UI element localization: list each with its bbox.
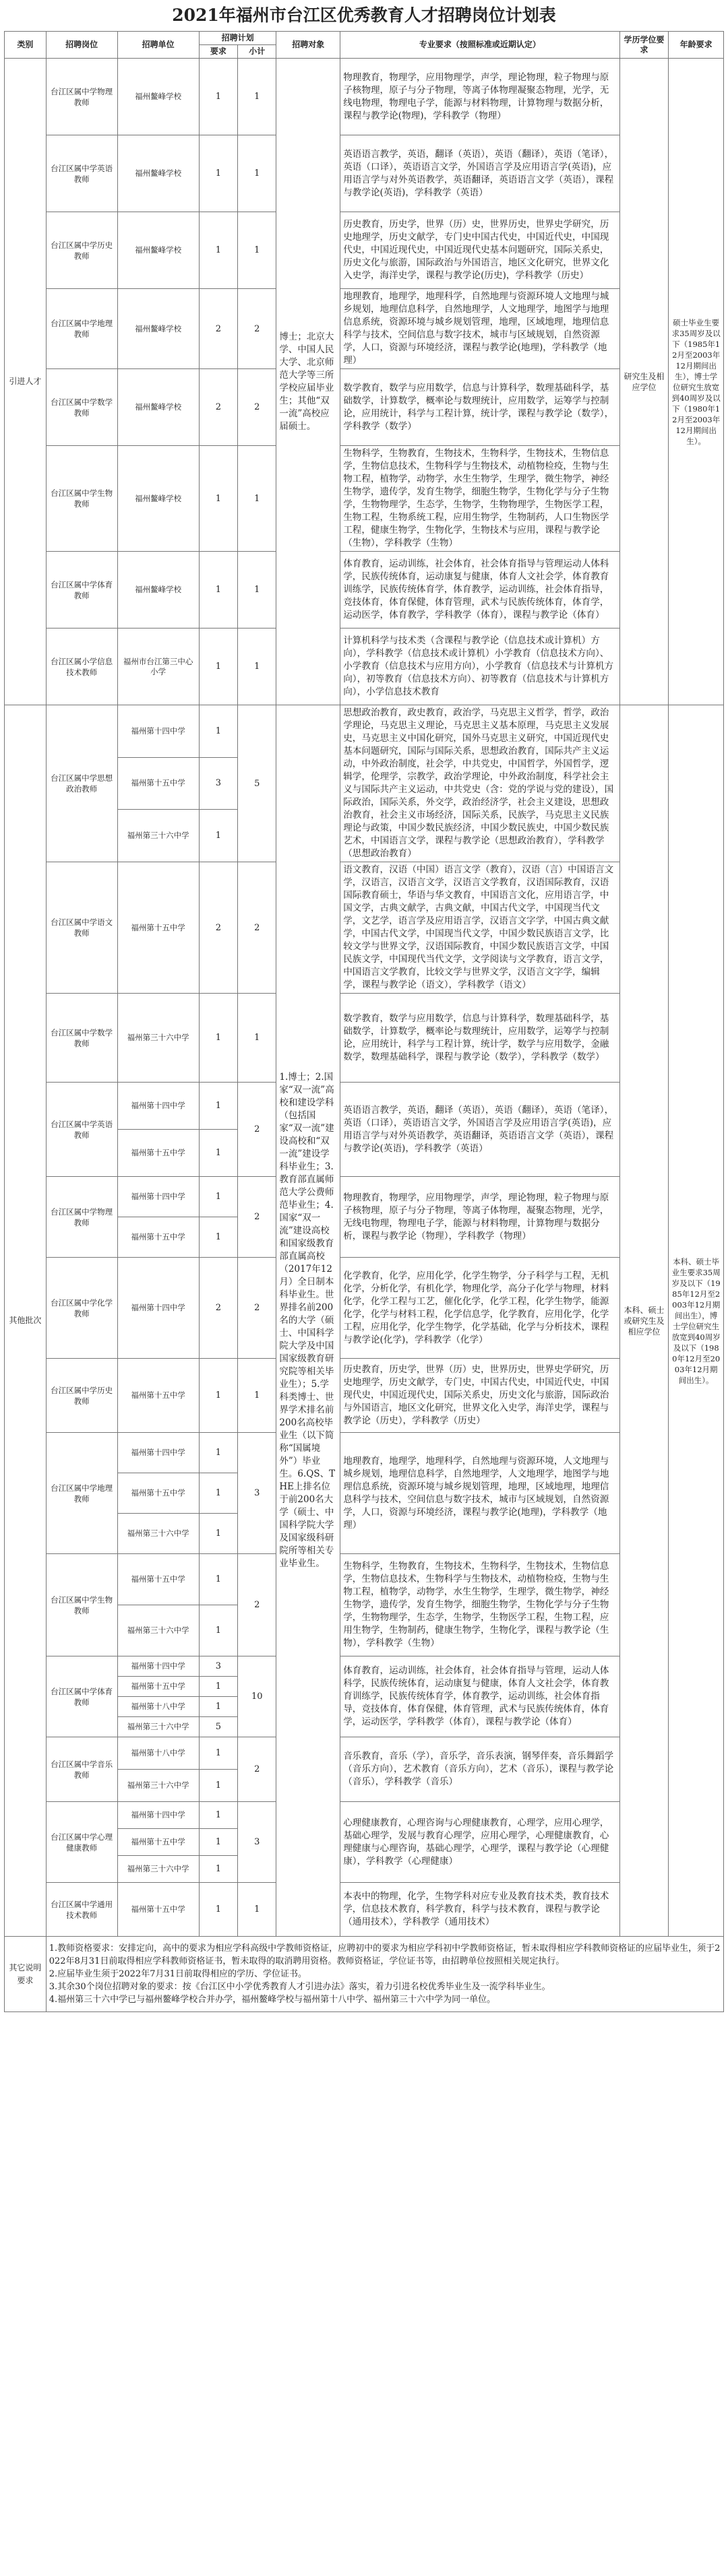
major-cell: 生物科学，生物教育，生物技术，生物科学，生物技术，生物信息学，生物信息技术，生物科学与生物技术，动植物检疫，生物与生物工程，植物学，动物学，水生生物学，生理学，微生物学，神经生物学，遗传学，发育生物学，细胞生物学，生物化学与分子生物学，生物物理学，生态学，生物学，生物医学工程，生物工程，应用生物学，生物制药，健康生物学，生物化学，课程与教学论（生物），学科教学（生物） [340,1554,619,1656]
subtotal-cell: 1 [238,59,276,135]
subtotal-cell: 1 [238,1883,276,1937]
need-cell: 2 [199,1258,237,1359]
subtotal-cell: 3 [238,1802,276,1883]
unit-cell: 福州第十四中学 [117,1083,199,1130]
header-row [5,32,724,45]
post-cell: 台江区属中学心理健康教师 [46,1802,117,1883]
header-target: 招聘对象 [276,32,340,59]
need-cell: 1 [199,705,237,758]
header-age: 年龄要求 [669,32,724,59]
subtotal-cell: 1 [238,552,276,629]
category-cell: 引进人才 [5,59,47,705]
recruitment-plan-table [4,31,724,2012]
table-row [5,629,724,705]
subtotal-cell: 2 [238,1083,276,1177]
post-cell: 台江区属中学通用技术教师 [46,1883,117,1937]
unit-cell: 福州第十五中学 [117,862,199,994]
major-cell: 英语语言教学，英语，翻译（英语），英语（翻译），英语（笔译），英语（口译），英语语言文学，外国语言学及应用语言学(英语)，应用语言学与对外英语教学，英语翻译，英语语言文学（英语），课程与教学论(英语)，学科教学（英语） [340,1083,619,1177]
note-line: 4.福州第三十六中学已与福州鳌峰学校合并办学，福州鳌峰学校与福州第十八中学、福州第三十六中学为同一单位。 [49,1995,496,2005]
need-cell: 1 [199,1883,237,1937]
header-subtotal: 小计 [238,45,276,59]
need-cell: 1 [199,1770,237,1802]
need-cell: 1 [199,1473,237,1514]
table-row [5,135,724,212]
need-cell: 1 [199,1677,237,1697]
need-cell: 1 [199,1802,237,1829]
subtotal-cell: 2 [238,1737,276,1802]
subtotal-cell: 1 [238,1359,276,1433]
table-row [5,1802,724,1829]
need-cell: 1 [199,810,237,862]
major-cell: 化学教育，化学，应用化学，化学生物学，分子科学与工程，无机化学，分析化学，有机化学，物理化学，高分子化学与物理，材料化学，化学工程与工艺，催化化学，化学工程，化学生物学，能源化学，化学与材料工程，化学信息学，化学教育，应用化学，化学工程，应用化学，化学生物学，化学基础，化学与分析技术，课程与教学论(化学)，学科教学（化学） [340,1258,619,1359]
need-cell: 1 [199,552,237,629]
need-cell: 1 [199,446,237,552]
need-cell: 1 [199,212,237,289]
major-cell: 心理健康教育，心理咨询与心理健康教育，心理学，应用心理学，基础心理学，发展与教育心理学，应用心理学，心理健康教育，心理健康与心理咨询，基础心理学，心理学，课程与教学论（心理健康），学科教学（心理健康） [340,1802,619,1883]
major-cell: 历史教育，历史学，世界（历）史，世界历史，世界史学研究，历史地理学，历史文献学，专门史中国古代史，中国近代史，中国现代史，中国近现代史，中国近现代史基本问题研究，国际关系史，历史文化与旅游，国际政治与外国语言，地区文化研究，世界文化入史学，海洋史学，课程与教学论(历史)，学科教学（历史） [340,212,619,289]
unit-cell: 福州鳌峰学校 [117,446,199,552]
need-cell: 2 [199,369,237,446]
need-cell: 1 [199,1856,237,1883]
notes-content [46,1937,723,2012]
unit-cell: 福州第十四中学 [117,1177,199,1217]
page-title: 2021年福州市台江区优秀教育人才招聘岗位计划表 [172,5,556,25]
need-cell: 1 [199,1514,237,1554]
unit-cell: 福州第十八中学 [117,1737,199,1770]
edu-cell: 本科、硕士或研究生及相应学位 [619,705,669,1937]
table-row [5,212,724,289]
unit-cell: 福州第十四中学 [117,1802,199,1829]
subtotal-cell: 1 [238,629,276,705]
table-row [5,1883,724,1937]
major-cell: 思想政治教育，政史教育，政治学，马克思主义哲学，哲学，政治学理论，马克思主义理论，马克思主义基本原理，马克思主义发展史，马克思主义中国化研究，国外马克思主义研究，中国近现代史基本问题研究，国际与国际关系，思想政治教育，国际共产主义运动，中外政治制度，社会学，中共党史，中国哲学，外国哲学，逻辑学，伦理学，宗教学，政治学理论，中外政治制度，科学社会主义与国际共产主义运动，中共党史（含：党的学说与党的建设），国际政治，国际关系，外交学，政治经济学，社会主义建设，思想政治教育，社会主义市场经济，国际关系，民族学，马克思主义民族理论与政策，中国少数民族经济，中国少数民族史，中国少数民族艺术，中国语言文学，课程与教学论（思想政治教育），学科教学（思想政治教育） [340,705,619,862]
age-cell: 硕士毕业生要求35周岁及以下（1985年12月至2003年12月期间出生），博士学位研究生放宽到40周岁及以下（1980年12月至2003年12月期间出生）。 [669,59,724,705]
note-line: 2.应届毕业生须于2022年7月31日前取得相应的学历、学位证书。 [49,1969,307,1979]
post-cell: 台江区属中学语文教师 [46,862,117,994]
note-line: 1.教师资格要求：安排定向，高中的要求为相应学科高级中学教师资格证，应聘初中的要求为相应学科初中学教师资格证，暂未取得相应学科教师资格证的应届毕业生，须于2022年8月31日前取得相应学科教师资格证书，暂未取得的取消聘用资格。教师资格证，学位证书等，由招聘单位按照相关规定执行。 [49,1943,721,1966]
unit-cell: 福州鳌峰学校 [117,212,199,289]
subtotal-cell: 10 [238,1656,276,1737]
header-edu: 学历学位要求 [619,32,669,59]
header-major: 专业要求（按照标准或近期认定） [340,32,619,59]
unit-cell: 福州第十五中学 [117,1829,199,1856]
subtotal-cell: 2 [238,1554,276,1656]
major-cell: 地理教育，地理学，地理科学，自然地理与资源环境人文地理与城乡规划，地理信息科学，自然地理学，人文地理学，地图学与地理信息系统，资源环境与城乡规划管理，地理，区域地理，地理信息科学与技术，空间信息与数字技术，城市与区域规划，自然资源学，人口，资源与环境经济，课程与教学论(地理)，学科教学（地理） [340,289,619,369]
unit-cell: 福州第三十六中学 [117,1605,199,1656]
subtotal-cell: 5 [238,705,276,862]
subtotal-cell: 1 [238,212,276,289]
unit-cell: 福州第三十六中学 [117,810,199,862]
major-cell: 体育教育，运动训练，社会体育，社会体育指导与管理运动人体科学，民族传统体育，运动康复与健康，体育人文社会学，体育教育训练学，民族传统体育学，体育教学，运动训练，社会体育指导，竞技体育，体育保健，体育管理，武术与民族传统体育，体育学，运动医学，体育教学，学科教学（体育），课程与教学论（体育） [340,552,619,629]
major-cell: 物理教育，物理学，应用物理学，声学，理论物理，粒子物理与原子核物理，原子与分子物理，等离子体物理，凝聚态物理，光学，无线电物理，物理电子学，能源与材料物理，计算物理与数据分析，课程与教学论（物理），学科教学（物理） [340,1177,619,1258]
age-cell: 本科、硕士毕业生要求35周岁及以下（1985年12月至2003年12月期间出生），博士学位研究生放宽到40周岁及以下（1980年12月至2003年12月期间出生）。 [669,705,724,1937]
unit-cell: 福州第十四中学 [117,705,199,758]
table-row [5,1177,724,1217]
post-cell: 台江区属中学英语教师 [46,135,117,212]
notes-row [5,1937,724,2012]
table-row [5,862,724,994]
need-cell: 1 [199,1217,237,1258]
unit-cell: 福州第十五中学 [117,1554,199,1605]
need-cell: 1 [199,59,237,135]
header-post: 招聘岗位 [46,32,117,59]
major-cell: 体育教育，运动训练，社会体育，社会体育指导与管理，运动人体科学，民族传统体育，运动康复与健康，体育人文社会学，体育教育训练学，民族传统体育学，体育教学，运动训练，社会体育指导，竞技体育，体育保健，体育管理，武术与民族传统体育，体育学，运动医学，学科教学（体育），课程与教学论（体育） [340,1656,619,1737]
header-unit: 招聘单位 [117,32,199,59]
target-cell: 博士；北京大学、中国人民大学、北京师范大学等三所学校应届毕业生；其他“双一流”高校应届硕士。 [276,59,340,705]
subtotal-cell: 2 [238,1258,276,1359]
major-cell: 物理教育，物理学，应用物理学，声学，理论物理，粒子物理与原子核物理，原子与分子物理，等离子体物理凝聚态物理，光学，无线电物理，物理电子学，能源与材料物理，计算物理与数据分析，课程与教学论(物理)，学科教学（物理） [340,59,619,135]
need-cell: 2 [199,862,237,994]
table-row [5,1737,724,1770]
category-cell: 其他批次 [5,705,47,1937]
subtotal-cell: 3 [238,1433,276,1554]
need-cell: 1 [199,135,237,212]
post-cell: 台江区属中学物理教师 [46,1177,117,1258]
need-cell: 1 [199,1829,237,1856]
major-cell: 本表中的物理，化学，生物学科对应专业及教育技术类，教育技术学，信息技术教育，科学教育，科学与技术教育，课程与教学论（通用技术），学科教学（通用技术） [340,1883,619,1937]
subtotal-cell: 1 [238,135,276,212]
major-cell: 数学教育，数学与应用数学，信息与计算科学，数理基础科学，基础数学，计算数学，概率论与数理统计，应用数学，运筹学与控制论，应用统计，科学与工程计算，统计学，课程与教学论（数学），学科教学（数学） [340,369,619,446]
header-plan: 招聘计划 [199,32,276,45]
post-cell: 台江区属中学地理教师 [46,289,117,369]
need-cell: 1 [199,1433,237,1473]
subtotal-cell: 1 [238,994,276,1083]
post-cell: 台江区属中学音乐教师 [46,1737,117,1802]
unit-cell: 福州鳌峰学校 [117,135,199,212]
major-cell: 英语语言教学，英语，翻译（英语），英语（翻译），英语（笔译），英语（口译），英语语言文学，外国语言学及应用语言学(英语)，应用语言学与对外英语教学，英语翻译，英语语言文学（英语），课程与教学论(英语)，学科教学（英语） [340,135,619,212]
table-row [5,289,724,369]
unit-cell: 福州第三十六中学 [117,1717,199,1737]
need-cell: 3 [199,757,237,810]
post-cell: 台江区属中学体育教师 [46,552,117,629]
need-cell: 5 [199,1717,237,1737]
table-row [5,1359,724,1433]
need-cell: 1 [199,994,237,1083]
table-row [5,369,724,446]
need-cell: 1 [199,1605,237,1656]
table-row [5,1258,724,1359]
table-row [5,1656,724,1677]
header-category: 类别 [5,32,47,59]
post-cell: 台江区属中学地理教师 [46,1433,117,1554]
subtotal-cell: 2 [238,862,276,994]
target-cell: 1.博士；2.国家“双一流”高校和建设学科（包括国家“双一流”建设高校和“双一流”建设学科毕业生；3.教育部直属师范大学公费师范毕业生；4.国家“双一流”建设高校和国家级教育部直属高校（2017年12月）全日制本科毕业生。世界排名前200名的大学（硕士、中国科学院大学及中国国家级教育研究院等相关毕业生）；5.学科类博士、世界学术排名前200名高校毕业生（以下简称“国属境外”）毕业生。6.QS、THE上排名位于前200名大学（硕士、中国科学院大学及国家级科研院所等相关专业毕业生。 [276,705,340,1937]
unit-cell: 福州第三十六中学 [117,994,199,1083]
unit-cell: 福州第十五中学 [117,1130,199,1177]
table-row [5,59,724,135]
need-cell: 1 [199,1554,237,1605]
need-cell: 1 [199,1737,237,1770]
unit-cell: 福州第十五中学 [117,1217,199,1258]
header-need: 要求 [199,45,237,59]
unit-cell: 福州鳌峰学校 [117,369,199,446]
need-cell: 1 [199,1083,237,1130]
unit-cell: 福州第十五中学 [117,1883,199,1937]
table-row [5,1433,724,1473]
table-row [5,1083,724,1130]
need-cell: 1 [199,1177,237,1217]
unit-cell: 福州鳌峰学校 [117,289,199,369]
unit-cell: 福州第三十六中学 [117,1514,199,1554]
notes-label: 其它说明要求 [5,1937,47,2012]
major-cell: 音乐教育，音乐（学），音乐学，音乐表演，钢琴伴奏，音乐舞蹈学（音乐方向），艺术教育（音乐方向），艺术（音乐），课程与教学论（音乐），学科教学（音乐） [340,1737,619,1802]
table-row [5,552,724,629]
subtotal-cell: 2 [238,1177,276,1258]
note-line: 3.其余30个岗位招聘对象的要求：按《台江区中小学优秀教育人才引进办法》落实，着力引进名校优秀毕业生及一流学科毕业生。 [49,1982,551,1992]
post-cell: 台江区属中学生物教师 [46,446,117,552]
edu-cell: 研究生及相应学位 [619,59,669,705]
post-cell: 台江区属中学思想政治教师 [46,705,117,862]
need-cell: 1 [199,1697,237,1717]
need-cell: 2 [199,289,237,369]
table-row [5,994,724,1083]
post-cell: 台江区属中学化学教师 [46,1258,117,1359]
need-cell: 1 [199,1359,237,1433]
table-row [5,705,724,758]
unit-cell: 福州第十五中学 [117,1359,199,1433]
subtotal-cell: 1 [238,446,276,552]
major-cell: 计算机科学与技术类（含课程与教学论（信息技术或计算机）方向），学科教学（信息技术或计算机）小学教育（信息技术方向）、小学教育（信息技术与应用方向），小学教育（信息技术与计算机方向），初等教育（信息技术方向）、初等教育（信息技术与计算机方向），小学信息技术教育 [340,629,619,705]
post-cell: 台江区属中学历史教师 [46,212,117,289]
unit-cell: 福州第十四中学 [117,1656,199,1677]
major-cell: 生物科学，生物教育，生物技术，生物科学，生物技术，生物信息学，生物信息技术，生物科学与生物技术，动植物检疫，生物与生物工程，植物学，动物学，水生生物学，生理学，微生物学，神经生物学，遗传学，发育生物学，细胞生物学，生物化学与分子生物学，生物物理学，生态学，生物学，生物物理学，生物医学工程，生物工程，生物系统工程，应用生物学，生物制药，人口生物医学工程，健康生物学，生物化学，生物技术与应用，课程与教学论（生物），学科教学（生物） [340,446,619,552]
unit-cell: 福州第十五中学 [117,1473,199,1514]
unit-cell: 福州第三十六中学 [117,1856,199,1883]
unit-cell: 福州市台江第三中心小学 [117,629,199,705]
unit-cell: 福州鳌峰学校 [117,59,199,135]
post-cell: 台江区属中学体育教师 [46,1656,117,1737]
unit-cell: 福州第三十六中学 [117,1770,199,1802]
major-cell: 语文教育，汉语（中国）语言文学（教育），汉语（言）中国语言文学，汉语言，汉语言文学，汉语言文学教育，汉语国际教育，汉语国际教育硕士，华语与华文教育，中国语言文化，应用语言学，中国文学，古典文献学，古典文献，中国古代文学，中国现当代文学，文艺学，语言学及应用语言学，汉语言文字学，中国古典文献学，中国古代文学，中国现当代文学，中国少数民族语言文学，比较文学与世界文学，汉语国际教育，中国少数民族语言文学，中国民族文学，中国现代当代文学，文学阅读与文学教育，语言文学，中国语言文学教育，比较文学与世界文学，汉语言文字学，编辑学，课程与教学论（语文），学科教学（语文） [340,862,619,994]
subtotal-cell: 2 [238,369,276,446]
major-cell: 历史教育，历史学，世界（历）史，世界历史，世界史学研究，历史地理学，历史文献学，专门史，中国古代史，中国近代史，中国现代史，中国近现代史，国际关系史，历史文化与旅游，国际政治与外国语言，地区文化研究，世界文化入史学，海洋史学，课程与教学论（历史），学科教学（历史） [340,1359,619,1433]
table-row [5,446,724,552]
unit-cell: 福州第十八中学 [117,1697,199,1717]
need-cell: 1 [199,629,237,705]
unit-cell: 福州第十五中学 [117,757,199,810]
unit-cell: 福州鳌峰学校 [117,552,199,629]
unit-cell: 福州第十四中学 [117,1433,199,1473]
post-cell: 台江区属中学英语教师 [46,1083,117,1177]
post-cell: 台江区属中学生物教师 [46,1554,117,1656]
post-cell: 台江区属中学数学教师 [46,994,117,1083]
post-cell: 台江区属中学数学教师 [46,369,117,446]
major-cell: 地理教育，地理学，地理科学，自然地理与资源环境，人文地理与城乡规划，地理信息科学，自然地理学，人文地理学，地图学与地理信息系统，资源环境与城乡规划管理，地理，区域地理，地理信息科学与技术，空间信息与数字技术，城市与区域规划，自然资源学，人口，资源与环境经济，课程与教学论(地理)，学科教学（地理） [340,1433,619,1554]
table-row [5,1554,724,1605]
unit-cell: 福州第十四中学 [117,1258,199,1359]
subtotal-cell: 2 [238,289,276,369]
major-cell: 数学教育，数学与应用数学，信息与计算科学，数理基础科学，基础数学，计算数学，概率论与数理统计，应用数学，运筹学与控制论，应用统计，科学与工程计算，统计学，数学与应用数学，金融数学，数理基础科学，课程与教学论（数学），学科教学（数学） [340,994,619,1083]
post-cell: 台江区属中学历史教师 [46,1359,117,1433]
unit-cell: 福州第十五中学 [117,1677,199,1697]
post-cell: 台江区属中学物理教师 [46,59,117,135]
need-cell: 3 [199,1656,237,1677]
need-cell: 1 [199,1130,237,1177]
post-cell: 台江区属小学信息技术教师 [46,629,117,705]
